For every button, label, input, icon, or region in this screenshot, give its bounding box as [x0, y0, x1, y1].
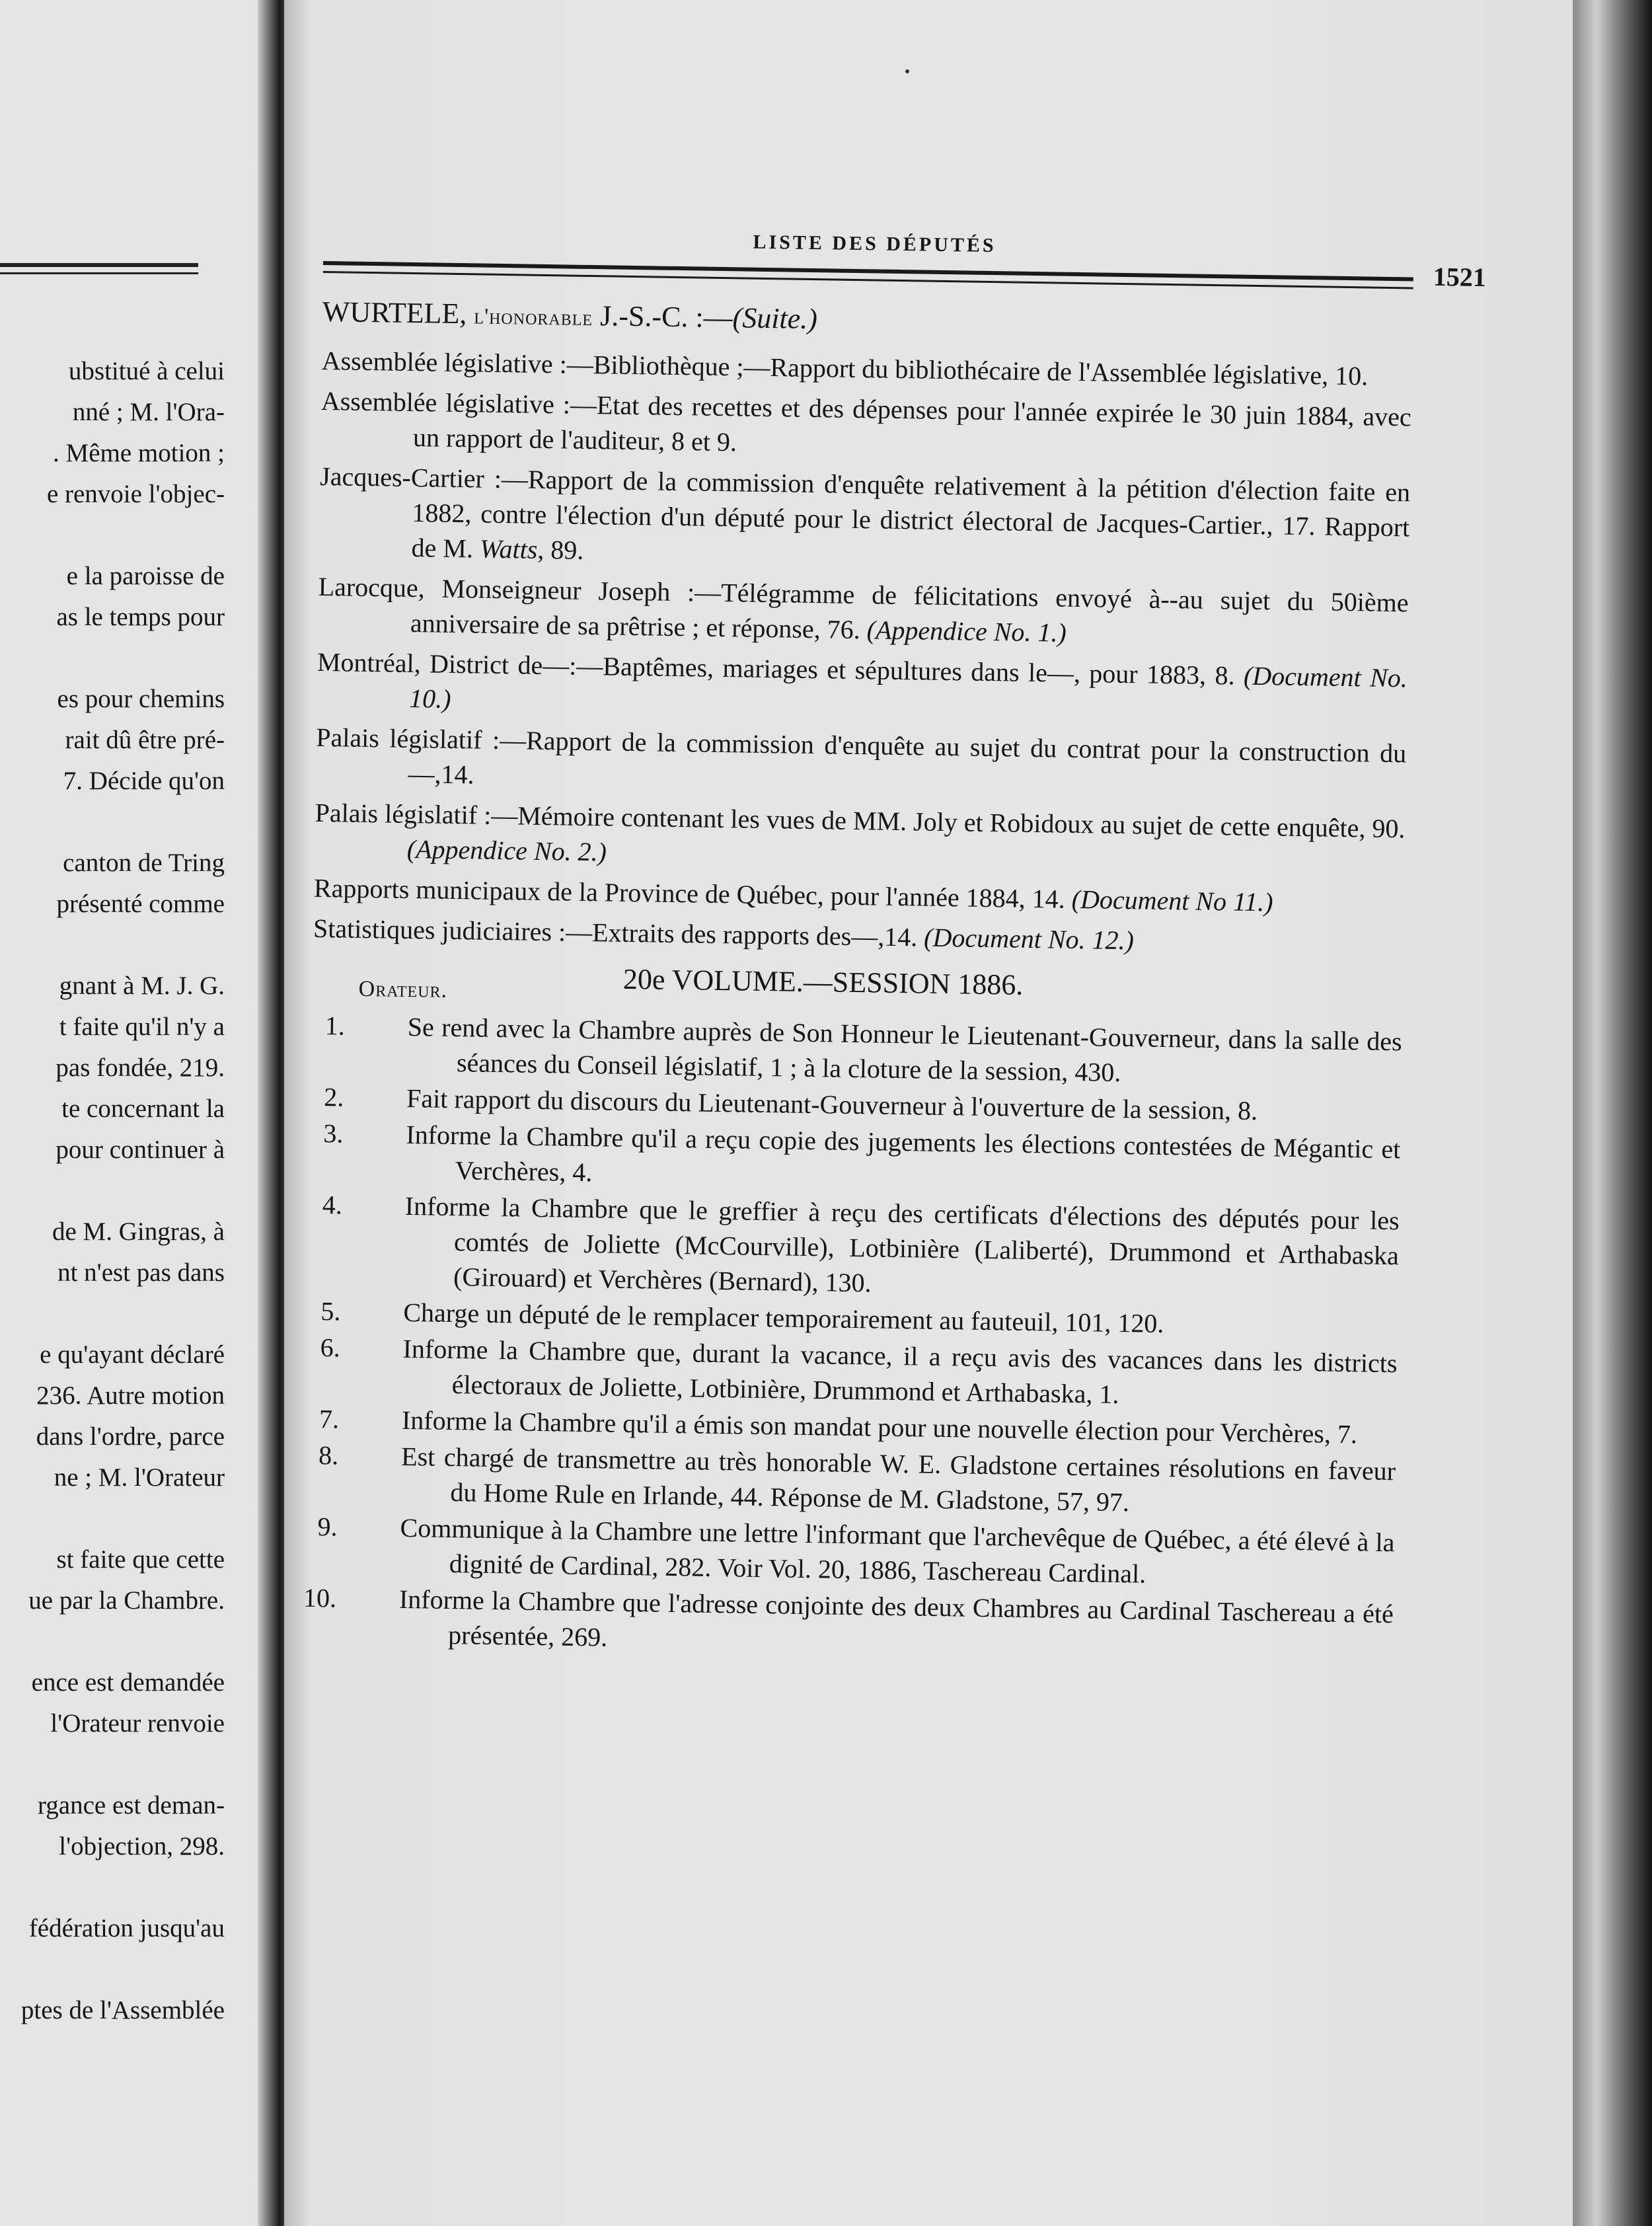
member-name: WURTELE, — [322, 295, 467, 330]
entry-reference: (Appendice No. 1.) — [866, 615, 1067, 648]
left-page-line: es pour chemins — [57, 685, 225, 713]
entry-list — [303, 294, 1413, 1668]
entry-tail: , 89. — [537, 534, 584, 565]
member-suite: (Suite.) — [732, 301, 818, 336]
left-page-line: rait dû être pré- — [65, 726, 225, 754]
entry-text: Jacques-Cartier :—Rapport de la commission d'enquête relativement à la pétition d'élection faite en 1882, contre l'élection d'un député pour le district électoral de Jacques-Cartier., 17. Rapport de M. — [319, 461, 1411, 564]
page-content — [303, 218, 1487, 1652]
entry-text: Palais législatif :—Rapport de la commission d'enquête au sujet du contrat pour la construction du—,14. — [316, 722, 1407, 790]
left-page-line: canton de Tring — [63, 849, 225, 877]
orateur-label: Orateur. — [358, 976, 448, 1003]
subject-entry — [318, 569, 1409, 655]
left-page-line: gnant à M. J. G. — [59, 972, 225, 1000]
item-text: Informe la Chambre que, durant la vacance, il a reçu avis des vacances dans les districts électoraux de Joliette, Lotbinière, Drummond et Arthabaska, 1. — [402, 1333, 1398, 1410]
header-rule-thin — [323, 271, 1413, 289]
item-number: 1. — [324, 1011, 346, 1041]
orateur-item — [303, 1580, 1394, 1666]
item-number: 6. — [320, 1332, 340, 1363]
subject-entry — [317, 644, 1408, 730]
left-page-line: dans l'ordre, parce — [36, 1422, 225, 1451]
left-page-line: fédération jusqu'au — [28, 1914, 225, 1942]
item-number: 3. — [323, 1118, 344, 1149]
left-page-line: te concernant la — [61, 1094, 225, 1123]
left-page-line: de M. Gingras, à — [52, 1217, 225, 1246]
entry-text: Larocque, Monseigneur Joseph :—Télégramme de félicitations envoyé à--au sujet du 50ième anniversaire de sa prêtrise ; et réponse, 76. — [318, 571, 1409, 645]
page-number: 1521 — [1433, 261, 1487, 293]
entry-reference: (Appendice No. 2.) — [406, 833, 607, 867]
orateur-items — [303, 1008, 1402, 1666]
entry-reference: (Document No. 10.) — [408, 660, 1408, 714]
left-page-line: 236. Autre motion — [36, 1381, 225, 1410]
page-edge — [1573, 0, 1652, 2226]
subject-entry — [320, 383, 1411, 469]
subject-entry — [319, 459, 1410, 580]
item-number: 5. — [320, 1296, 341, 1326]
left-page-line: as le temps pour — [56, 603, 225, 631]
item-number: 9. — [317, 1512, 338, 1542]
left-page-line: ptes de l'Assemblée — [20, 1996, 225, 2024]
left-page-line: ue par la Chambre. — [28, 1586, 225, 1615]
left-page-line: pour continuer à — [56, 1135, 225, 1164]
left-page-line: nt n'est pas dans — [57, 1258, 225, 1287]
right-page — [284, 0, 1606, 2226]
item-number: 8. — [318, 1440, 339, 1471]
entry-reference: (Document No. 12.) — [923, 922, 1135, 956]
left-page-line: e renvoie l'objec- — [46, 480, 225, 508]
item-text: Est chargé de transmettre au très honorable W. E. Gladstone certaines résolutions en faveur du Home Rule en Irlande, 44. Réponse de M. Gladstone, 57, 97. — [400, 1441, 1396, 1517]
item-number: 7. — [319, 1404, 340, 1434]
entry-reference: Watts — [479, 533, 538, 564]
item-number: 10. — [303, 1582, 337, 1613]
left-page-line: t faite qu'il n'y a — [59, 1013, 225, 1041]
item-number: 4. — [322, 1190, 343, 1220]
left-page-line: ence est demandée — [31, 1668, 225, 1697]
subject-entry — [315, 720, 1406, 806]
left-page-line: e qu'ayant déclaré — [40, 1340, 225, 1369]
running-head: LISTE DES DÉPUTÉS — [753, 231, 996, 257]
entry-text: Palais législatif :—Mémoire contenant les vues de MM. Joly et Robidoux au sujet de cette enquête, 90. — [315, 797, 1406, 844]
entry-text: Montréal, District de—:—Baptêmes, mariages et sépultures dans le—, pour 1883, 8. — [317, 646, 1235, 691]
entry-reference: (Document No 11.) — [1071, 884, 1273, 917]
item-text: Informe la Chambre qu'il a émis son mandat pour une nouvelle élection pour Verchères, 7. — [401, 1404, 1358, 1449]
left-page-line: rgance est deman- — [38, 1791, 225, 1820]
item-text: Informe la Chambre qu'il a reçu copie des jugements les élections contestées de Mégantic et Verchères, 4. — [406, 1120, 1401, 1188]
item-text: Se rend avec la Chambre auprès de Son Honneur le Lieutenant-Gouverneur, dans la salle des séances du Conseil législatif, 1 ; à la cloture de la session, 430. — [407, 1012, 1403, 1088]
item-text: Fait rapport du discours du Lieutenant-Gouverneur à l'ouverture de la session, 8. — [406, 1083, 1258, 1126]
entry-text: Rapports municipaux de la Province de Québec, pour l'année 1884, 14. — [313, 872, 1066, 914]
left-page-line: pas fondée, 219. — [56, 1054, 225, 1082]
left-page-line: ubstitué à celui — [68, 357, 225, 385]
subject-entry — [314, 795, 1405, 881]
left-page-line: nné ; M. l'Ora- — [72, 398, 225, 426]
left-double-rule — [0, 263, 198, 267]
member-title: l'honorable — [474, 304, 593, 331]
left-page-line: . Même motion ; — [53, 439, 225, 467]
left-page-line: e la paroisse de — [66, 562, 225, 590]
entry-text: Assemblée législative :—Etat des recettes et des dépenses pour l'année expirée le 30 juin 1884, avec un rapport de l'auditeur, 8 et 9. — [320, 385, 1412, 457]
item-text: Communique à la Chambre une lettre l'informant que l'archevêque de Québec, a été élevé à la dignité de Cardinal, 282. Voir Vol. 20, 1886, Taschereau Cardinal. — [400, 1512, 1395, 1589]
item-text: Charge un député de le remplacer temporairement au fauteuil, 101, 120. — [403, 1297, 1164, 1339]
session-title: 20e VOLUME.—SESSION 1886. — [622, 962, 1024, 1001]
left-page-line: 7. Décide qu'on — [63, 767, 225, 795]
item-text: Informe la Chambre que le greffier à reçu des certificats d'élections des députés pour les comtés de Joliette (McCourville), Lotbinière (Laliberté), Drummond et Arthabaska (Girouard) et Verchères (Bernard), 130. — [404, 1190, 1400, 1298]
header-rule — [323, 261, 1413, 281]
orateur-item — [308, 1187, 1400, 1308]
left-page-line: l'Orateur renvoie — [50, 1709, 225, 1738]
entry-text: Statistiques judiciaires :—Extraits des rapports des—,14. — [313, 913, 918, 952]
entry-text: Assemblée législative :—Bibliothèque ;—Rapport du bibliothécaire de l'Assemblée législative, 10. — [321, 345, 1369, 391]
item-text: Informe la Chambre que l'adresse conjointe des deux Chambres au Cardinal Taschereau a été présentée, 269. — [398, 1584, 1394, 1652]
member-initials: J.-S.-C. :— — [599, 299, 733, 334]
member-heading — [322, 294, 1413, 348]
left-page-line: l'objection, 298. — [59, 1832, 225, 1861]
left-page-line: présenté comme — [56, 890, 225, 918]
left-page — [0, 0, 276, 2226]
subject-entries — [313, 343, 1412, 962]
left-page-line: ne ; M. l'Orateur — [54, 1463, 225, 1492]
left-page-line: st faite que cette — [56, 1545, 225, 1574]
left-double-rule-thin — [0, 272, 198, 274]
page-speck — [905, 69, 909, 73]
item-number: 2. — [323, 1082, 344, 1112]
